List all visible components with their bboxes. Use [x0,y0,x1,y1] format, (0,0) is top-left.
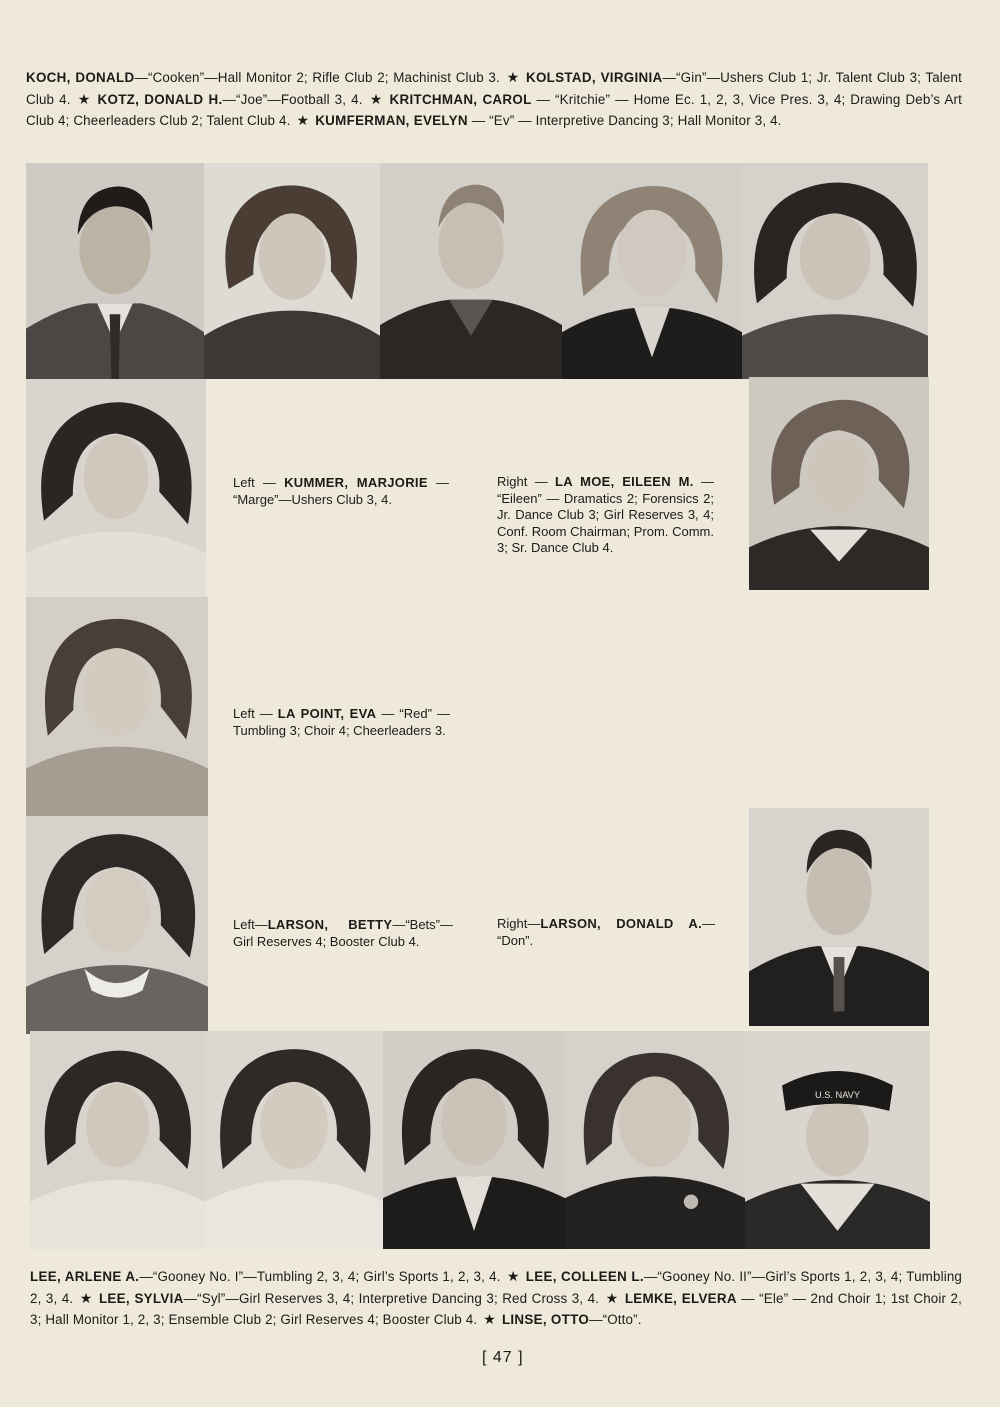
portrait-photo [204,163,380,379]
portrait-photo [742,163,928,379]
entry-name: LEMKE, ELVERA [624,1290,737,1306]
entry-details: —“Cooken”—Hall Monitor 2; Rifle Club 2; Machinist Club 3. [134,70,500,85]
portrait-photo [26,597,208,816]
entry-name: LEE, COLLEEN L. [525,1269,644,1284]
page-number: [ 47 ] [482,1349,524,1366]
portrait-photo [565,1031,745,1249]
portrait-photo [26,816,208,1034]
portrait-photo [26,163,204,379]
caption-larson-donald: Right—LARSON, DONALD A.— “Don”. [497,916,715,948]
entry-name: LINSE, OTTO [501,1312,590,1327]
entry-name: KOTZ, DONALD H. [97,91,223,107]
star-separator: ★ [368,90,384,107]
entry-details: —“Otto”. [589,1312,642,1327]
entry-name: KOCH, DONALD [26,70,135,85]
top-entries-paragraph [26,67,962,132]
caption-larson-betty: Left—LARSON, BETTY—“Bets”— Girl Reserves 4; Booster Club 4. [233,917,453,949]
caption-name: LA MOE, EILEEN M. [555,474,694,489]
star-separator: ★ [483,1311,496,1327]
portrait-photo [749,808,929,1026]
portrait-photo [562,163,742,379]
star-separator: ★ [505,69,520,85]
caption-lapoint: Left — LA POINT, EVA — “Red” — Tumbling 3; Choir 4; Cheerleaders 3. [233,706,450,738]
caption-name: LARSON, BETTY [267,917,393,932]
entry-details: —“Syl”—Girl Reserves 3, 4; Interpretive Dancing 3; Red Cross 3, 4. [183,1290,600,1306]
portrait-photo [383,1031,565,1249]
star-separator: ★ [79,1289,93,1306]
star-separator: ★ [76,90,92,107]
bottom-entries-paragraph [30,1266,962,1331]
caption-name: LA POINT, EVA [277,706,377,721]
entry-details: — “Ele” — 2nd Choir 1; 1st Choir 2, 3; Hall Monitor 1, 2, 3; Ensemble Club 2; Girl Reserves 4; Booster Club 4. [30,1290,962,1327]
portrait-photo [26,379,206,597]
entry-details: —“Joe”—Football 3, 4. [222,91,363,107]
entry-name: LEE, ARLENE A. [30,1269,140,1284]
entry-name: KUMFERMAN, EVELYN [315,113,468,128]
entry-name: LEE, SYLVIA [98,1290,184,1306]
entry-details: — “Ev” — Interpretive Dancing 3; Hall Monitor 3, 4. [467,113,782,128]
caption-lamoe: Right — LA MOE, EILEEN M. — “Eileen” — Dramatics 2; Forensics 2; Jr. Dance Club 3; Girl Reserves 3, 4; Conf. Room Chairman; Prom. Comm. 3; Sr. Dance Club 4. [497,474,714,555]
portrait-photo [205,1031,383,1249]
caption-name: KUMMER, MARJORIE [284,475,428,490]
portrait-photo [380,163,562,379]
portrait-photo [30,1031,205,1249]
entry-name: KRITCHMAN, CAROL [389,91,532,107]
caption-kummer: Left — KUMMER, MARJORIE — “Marge”—Ushers Club 3, 4. [233,475,449,507]
star-separator: ★ [605,1289,619,1306]
navy-cap-label: U.S. NAVY [814,1090,861,1101]
entry-details: —“Gooney No. I”—Tumbling 2, 3, 4; Girl’s Sports 1, 2, 3, 4. [139,1269,501,1284]
caption-name: LARSON, DONALD A. [540,916,702,931]
entry-details: — “Kritchie” — Home Ec. 1, 2, 3, Vice Pres. 3, 4; Drawing Deb’s Art Club 4; Cheerleaders Club 2; Talent Club 4. [26,91,962,128]
entry-details: —“Gooney No. II”—Girl’s Sports 1, 2, 3, 4; Tumbling 2, 3, 4. [30,1269,963,1306]
star-separator: ★ [506,1268,520,1284]
portrait-photo [745,1031,930,1249]
portrait-photo [749,377,929,590]
star-separator: ★ [296,112,310,128]
entry-name: KOLSTAD, VIRGINIA [526,70,663,85]
entry-details: —“Gin”—Ushers Club 1; Jr. Talent Club 3; Talent Club 4. [26,70,962,107]
